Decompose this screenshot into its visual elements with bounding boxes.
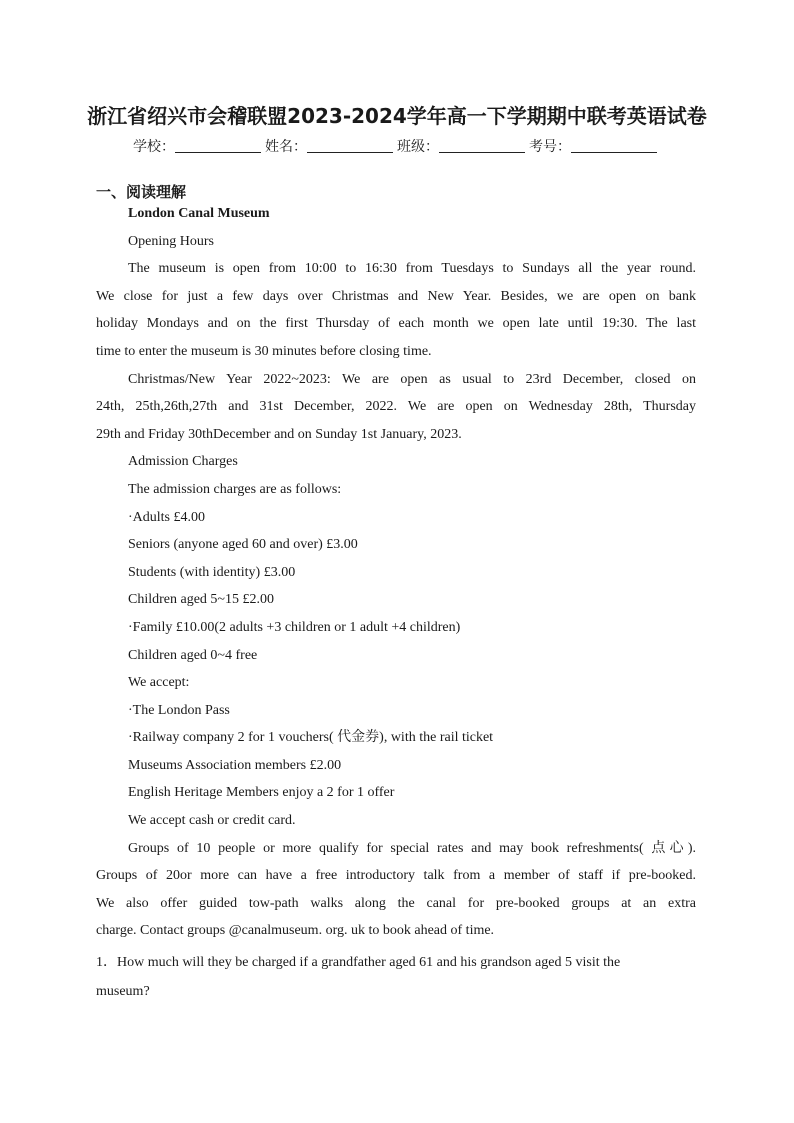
paragraph-line: 29th and Friday 30thDecember and on Sunday 1st January, 2023.	[96, 426, 462, 442]
paragraph-line: time to enter the museum is 30 minutes before closing time.	[96, 343, 432, 359]
school-blank	[175, 138, 261, 153]
admission-heading: Admission Charges	[128, 454, 238, 470]
charge-item: ·Adults £4.00	[128, 509, 205, 525]
student-info-line	[0, 136, 794, 156]
school-label: 学校：	[133, 139, 175, 155]
opening-hours-heading: Opening Hours	[128, 233, 214, 249]
accepted-item: Museums Association members £2.00	[128, 757, 342, 773]
paragraph-line: 24th, 25th,26th,27th and 31st December, 2022. We are open on Wednesday 28th, Thursday	[96, 399, 696, 415]
name-label: 姓名：	[265, 139, 307, 155]
accept-heading: We accept:	[128, 675, 190, 691]
exam-no-label: 考号：	[529, 139, 571, 155]
paragraph-line: Groups of 10 people or more qualify for special rates and may book refreshments( 点心).	[128, 840, 696, 856]
class-blank	[439, 138, 525, 153]
passage-title: London Canal Museum	[128, 206, 270, 221]
accepted-item: ·Railway company 2 for 1 vouchers( 代金券), with the rail ticket	[128, 730, 494, 746]
question-number: 1．	[96, 955, 117, 971]
charge-item: Seniors (anyone aged 60 and over) £3.00	[128, 537, 358, 553]
question-1	[0, 948, 696, 978]
paragraph-line: Groups of 20or more can have a free introductory talk from a member of staff if pre-booked.	[96, 868, 696, 884]
exam-no-blank	[571, 138, 657, 153]
paragraph-line: holiday Mondays and on the first Thursday of each month we open late until 19:30. The last	[96, 316, 696, 332]
charge-item: Students (with identity) £3.00	[128, 564, 296, 580]
paragraph-line: charge. Contact groups @canalmuseum. org. uk to book ahead of time.	[96, 923, 495, 939]
accepted-item: We accept cash or credit card.	[128, 813, 296, 829]
exam-title: 浙江省绍兴市会稽联盟2023-2024学年高一下学期期中联考英语试卷	[87, 104, 707, 128]
paragraph-line: We close for just a few days over Christmas and New Year. Besides, we are open on bank	[96, 288, 696, 304]
question-text-continued: museum?	[96, 984, 150, 1000]
section-heading: 一、阅读理解	[96, 183, 187, 201]
paragraph-line: Christmas/New Year 2022~2023: We are open as usual to 23rd December, closed on	[128, 371, 696, 387]
charge-item: Children aged 0~4 free	[128, 647, 258, 663]
admission-intro: The admission charges are as follows:	[128, 481, 342, 497]
paragraph-line: We also offer guided tow-path walks along the canal for pre-booked groups at an extra	[96, 895, 696, 911]
class-label: 班级：	[397, 139, 439, 155]
charge-item: Children aged 5~15 £2.00	[128, 592, 274, 608]
paragraph-line: The museum is open from 10:00 to 16:30 from Tuesdays to Sundays all the year round.	[128, 261, 696, 277]
passage-body	[96, 200, 696, 1006]
question-text: How much will they be charged if a grandfather aged 61 and his grandson aged 5 visit the	[117, 955, 621, 971]
accepted-item: ·The London Pass	[128, 702, 230, 718]
accepted-item: English Heritage Members enjoy a 2 for 1 offer	[128, 785, 395, 801]
name-blank	[307, 138, 393, 153]
charge-item: ·Family £10.00(2 adults +3 children or 1 adult +4 children)	[128, 619, 461, 635]
